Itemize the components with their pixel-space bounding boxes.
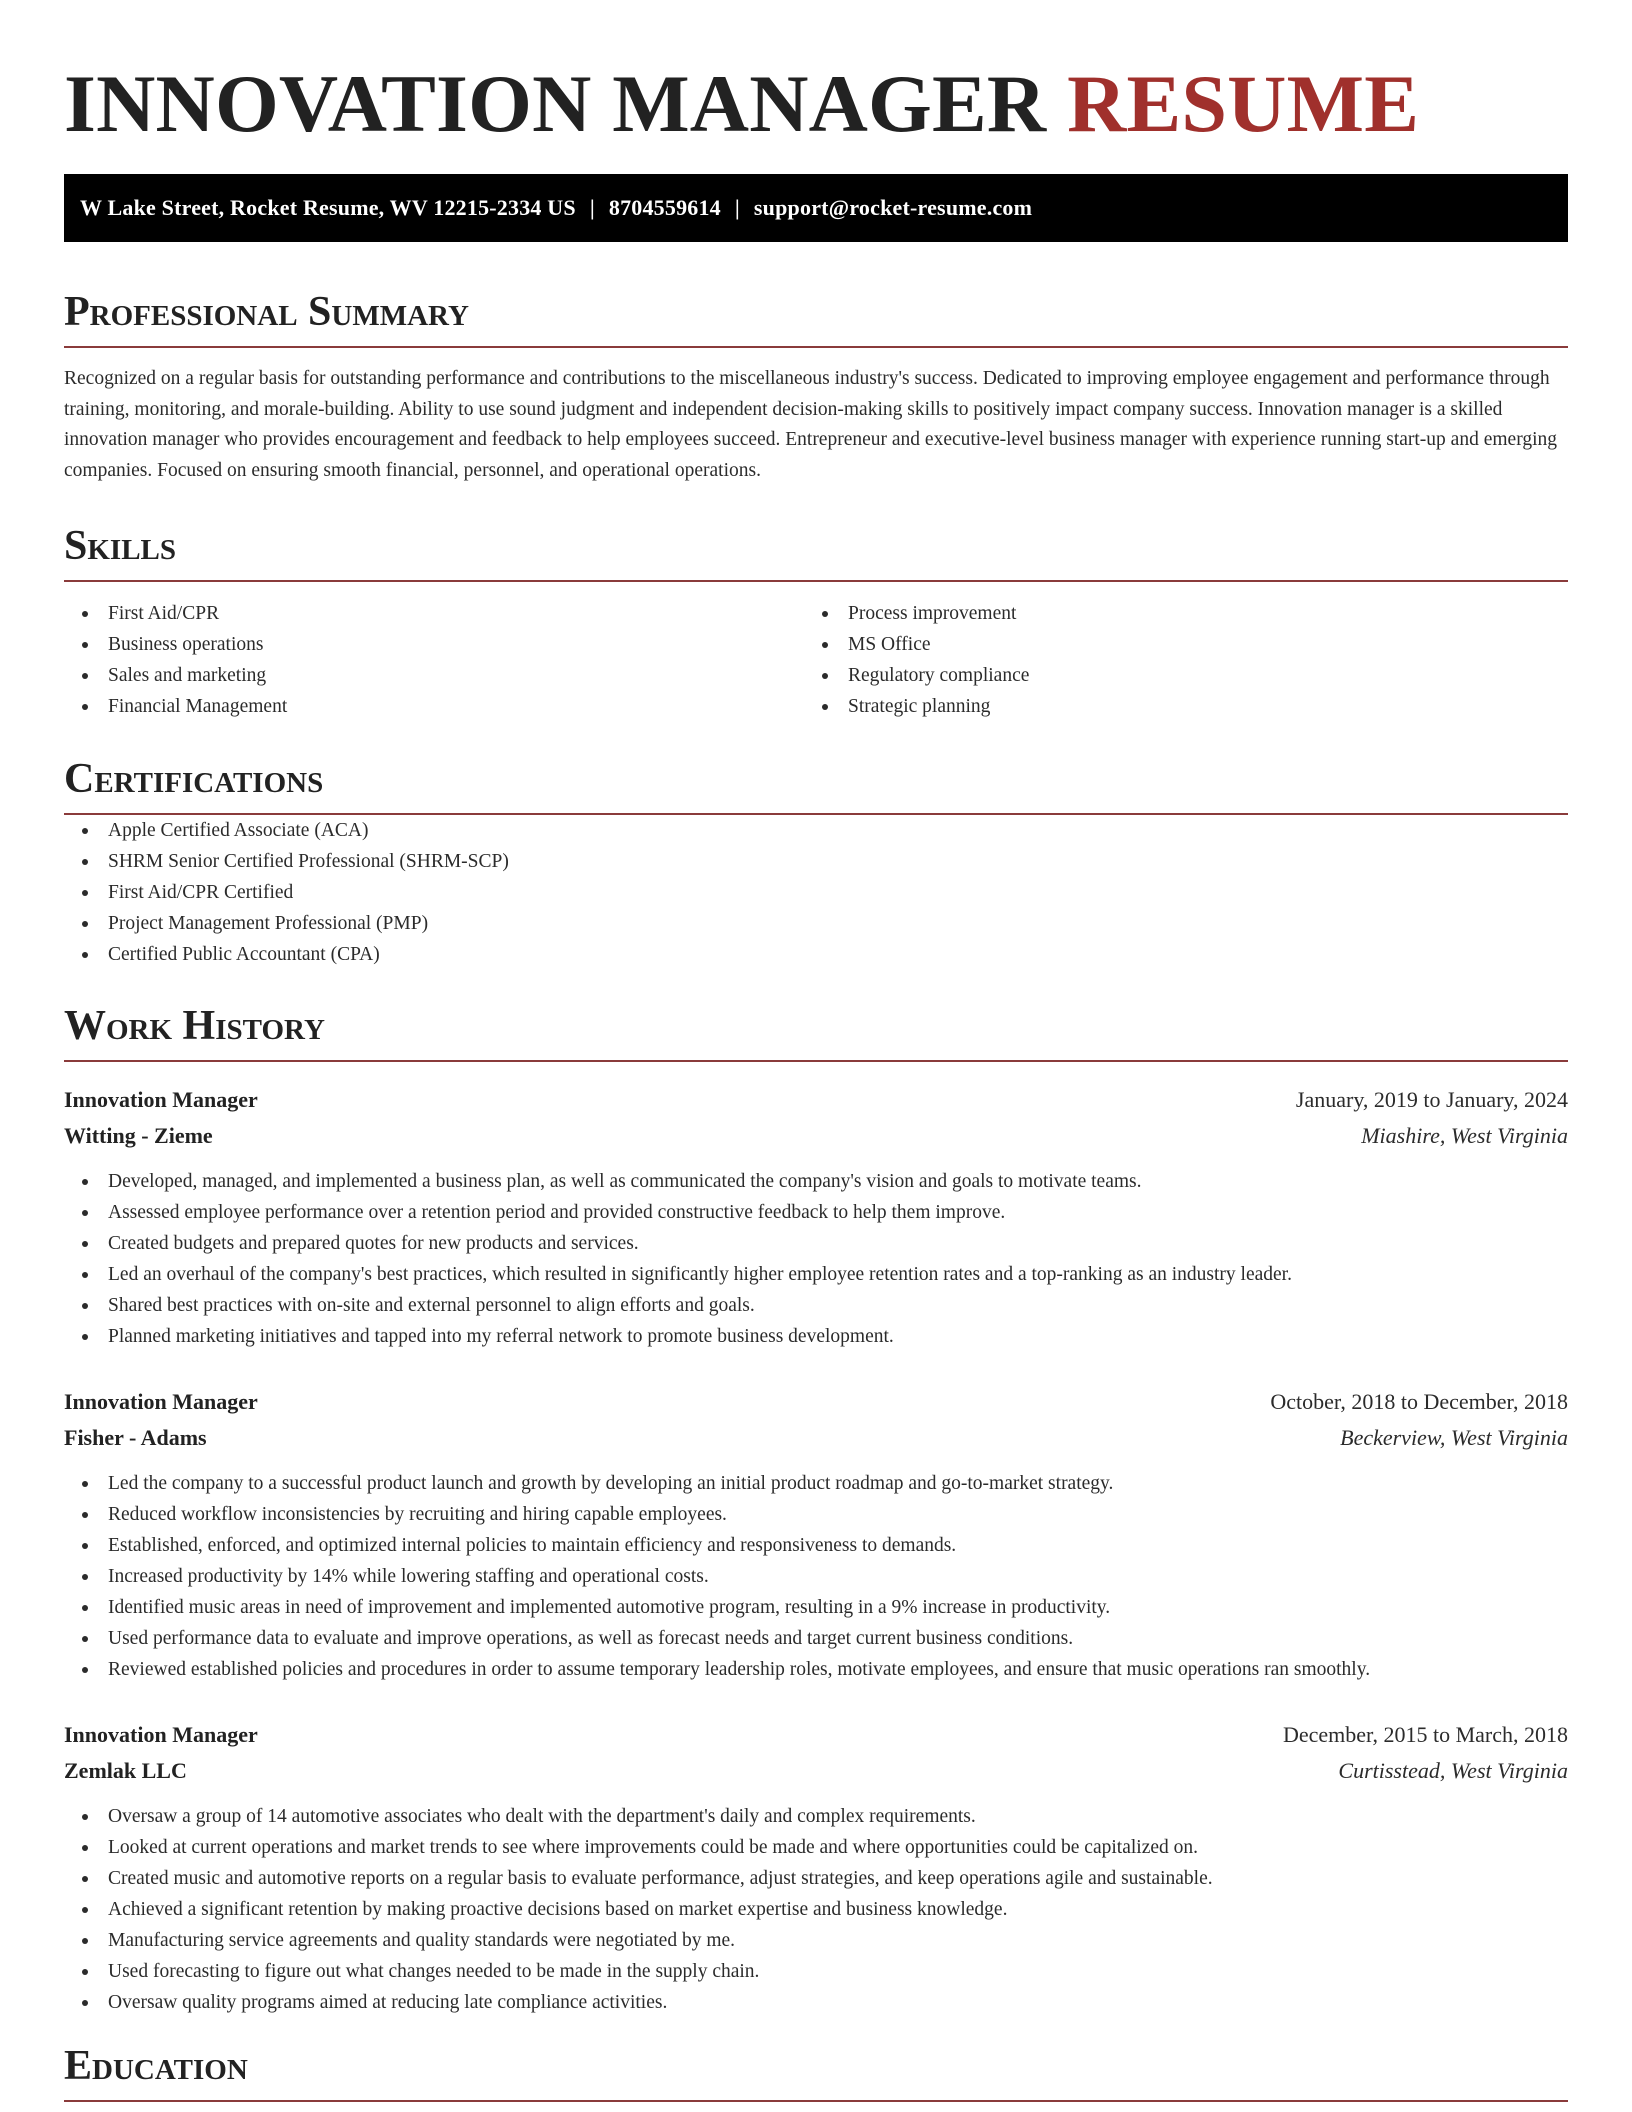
- job-duty: Used forecasting to figure out what changes needed to be made in the supply chain.: [64, 1956, 1568, 1987]
- job-duty: Manufacturing service agreements and quality standards were negotiated by me.: [64, 1925, 1568, 1956]
- professional-summary-section: [64, 286, 1568, 486]
- job-duty: Created music and automotive reports on a regular basis to evaluate performance, adjust strategies, and keep operations agile and sustainable.: [64, 1863, 1568, 1894]
- job-duties-list: [64, 1166, 1568, 1352]
- skill-item: Process improvement: [804, 598, 1544, 629]
- job-company: Witting - Zieme: [64, 1123, 213, 1148]
- resume-title: [64, 58, 1568, 150]
- job-duty: Led an overhaul of the company's best practices, which resulted in significantly higher employee retention rates and a top-ranking as an industry leader.: [64, 1259, 1568, 1290]
- skills-section: [64, 520, 1568, 722]
- job-duty: Oversaw quality programs aimed at reducing late compliance activities.: [64, 1987, 1568, 2018]
- skills-list-left: [64, 598, 804, 722]
- job-company-row: [64, 1420, 1568, 1456]
- certification-item: Apple Certified Associate (ACA): [64, 815, 1568, 846]
- job-dates: October, 2018 to December, 2018: [1270, 1389, 1568, 1414]
- section-heading-work-history: Work History: [64, 1000, 1568, 1062]
- job-duty: Identified music areas in need of improvement and implemented automotive program, resulting in a 9% increase in productivity.: [64, 1592, 1568, 1623]
- job-duties-list: [64, 1468, 1568, 1685]
- job-dates: December, 2015 to March, 2018: [1282, 1722, 1568, 1747]
- job-header-row: [64, 1384, 1568, 1420]
- job-duty: Reduced workflow inconsistencies by recruiting and hiring capable employees.: [64, 1499, 1568, 1530]
- job-company-row: [64, 1118, 1568, 1154]
- job-header-row: [64, 1082, 1568, 1118]
- job-title: Innovation Manager: [64, 1087, 258, 1112]
- certification-item: Certified Public Accountant (CPA): [64, 939, 1568, 970]
- section-heading-certifications: Certifications: [64, 753, 1568, 815]
- skill-item: Financial Management: [64, 691, 804, 722]
- skill-item: Strategic planning: [804, 691, 1544, 722]
- skills-list-right: [804, 598, 1544, 722]
- certification-item: SHRM Senior Certified Professional (SHRM-SCP): [64, 846, 1568, 877]
- contact-bar: [64, 174, 1568, 242]
- job-duty: Reviewed established policies and procedures in order to assume temporary leadership roles, motivate employees, and ensure that music operations ran smoothly.: [64, 1654, 1568, 1685]
- contact-phone: 8704559614: [608, 195, 721, 220]
- job-duty: Shared best practices with on-site and external personnel to align efforts and goals.: [64, 1290, 1568, 1321]
- education-section: [64, 2040, 1568, 2102]
- job-dates: January, 2019 to January, 2024: [1295, 1087, 1568, 1112]
- job-entry: [64, 1082, 1568, 1352]
- job-duty: Oversaw a group of 14 automotive associates who dealt with the department's daily and complex requirements.: [64, 1801, 1568, 1832]
- job-company: Fisher - Adams: [64, 1425, 207, 1450]
- section-heading-summary: Professional Summary: [64, 286, 1568, 348]
- job-duty: Created budgets and prepared quotes for new products and services.: [64, 1228, 1568, 1259]
- job-header-row: [64, 1717, 1568, 1753]
- title-accent: RESUME: [1067, 58, 1420, 149]
- skill-item: MS Office: [804, 629, 1544, 660]
- job-company-row: [64, 1753, 1568, 1789]
- summary-text: Recognized on a regular basis for outstanding performance and contributions to the miscellaneous industry's success. Dedicated to improving employee engagement and performance through training, monitoring, and morale-building. Ability to use sound judgment and independent decision-making skills to positively impact company success. Innovation manager is a skilled innovation manager who provides encouragement and feedback to help employees succeed. Entrepreneur and executive-level business manager with experience running start-up and emerging companies. Focused on ensuring smooth financial, personnel, and operational operations.: [64, 368, 1557, 481]
- job-entry: [64, 1384, 1568, 1685]
- job-duty: Planned marketing initiatives and tapped into my referral network to promote business development.: [64, 1321, 1568, 1352]
- certification-item: First Aid/CPR Certified: [64, 877, 1568, 908]
- title-main: INNOVATION MANAGER: [64, 58, 1047, 149]
- job-company: Zemlak LLC: [64, 1758, 187, 1783]
- section-heading-education: Education: [64, 2040, 1568, 2102]
- job-duty: Increased productivity by 14% while lowering staffing and operational costs.: [64, 1561, 1568, 1592]
- skill-item: Sales and marketing: [64, 660, 804, 691]
- contact-separator: |: [734, 195, 740, 220]
- job-entry: [64, 1717, 1568, 2018]
- job-duty: Used performance data to evaluate and improve operations, as well as forecast needs and target current business conditions.: [64, 1623, 1568, 1654]
- job-duty: Established, enforced, and optimized internal policies to maintain efficiency and responsiveness to demands.: [64, 1530, 1568, 1561]
- skill-item: Business operations: [64, 629, 804, 660]
- contact-address: W Lake Street, Rocket Resume, WV 12215-2334 US: [80, 195, 576, 220]
- certifications-list: [64, 815, 1568, 970]
- job-duty: Looked at current operations and market trends to see where improvements could be made and where opportunities could be capitalized on.: [64, 1832, 1568, 1863]
- job-location: Curtisstead, West Virginia: [1338, 1758, 1568, 1783]
- job-duties-list: [64, 1801, 1568, 2018]
- work-history-section: [64, 1000, 1568, 2018]
- certifications-section: [64, 753, 1568, 970]
- skills-grid: [64, 598, 1568, 722]
- job-title: Innovation Manager: [64, 1722, 258, 1747]
- skill-item: Regulatory compliance: [804, 660, 1544, 691]
- job-title: Innovation Manager: [64, 1389, 258, 1414]
- job-duty: Developed, managed, and implemented a business plan, as well as communicated the company's vision and goals to motivate teams.: [64, 1166, 1568, 1197]
- skill-item: First Aid/CPR: [64, 598, 804, 629]
- job-duty: Achieved a significant retention by making proactive decisions based on market expertise and business knowledge.: [64, 1894, 1568, 1925]
- section-heading-skills: Skills: [64, 520, 1568, 582]
- job-duty: Led the company to a successful product launch and growth by developing an initial product roadmap and go-to-market strategy.: [64, 1468, 1568, 1499]
- contact-separator: |: [589, 195, 595, 220]
- job-location: Beckerview, West Virginia: [1340, 1425, 1568, 1450]
- contact-email: support@rocket-resume.com: [753, 195, 1033, 220]
- certification-item: Project Management Professional (PMP): [64, 908, 1568, 939]
- job-location: Miashire, West Virginia: [1361, 1123, 1568, 1148]
- job-duty: Assessed employee performance over a retention period and provided constructive feedback to help them improve.: [64, 1197, 1568, 1228]
